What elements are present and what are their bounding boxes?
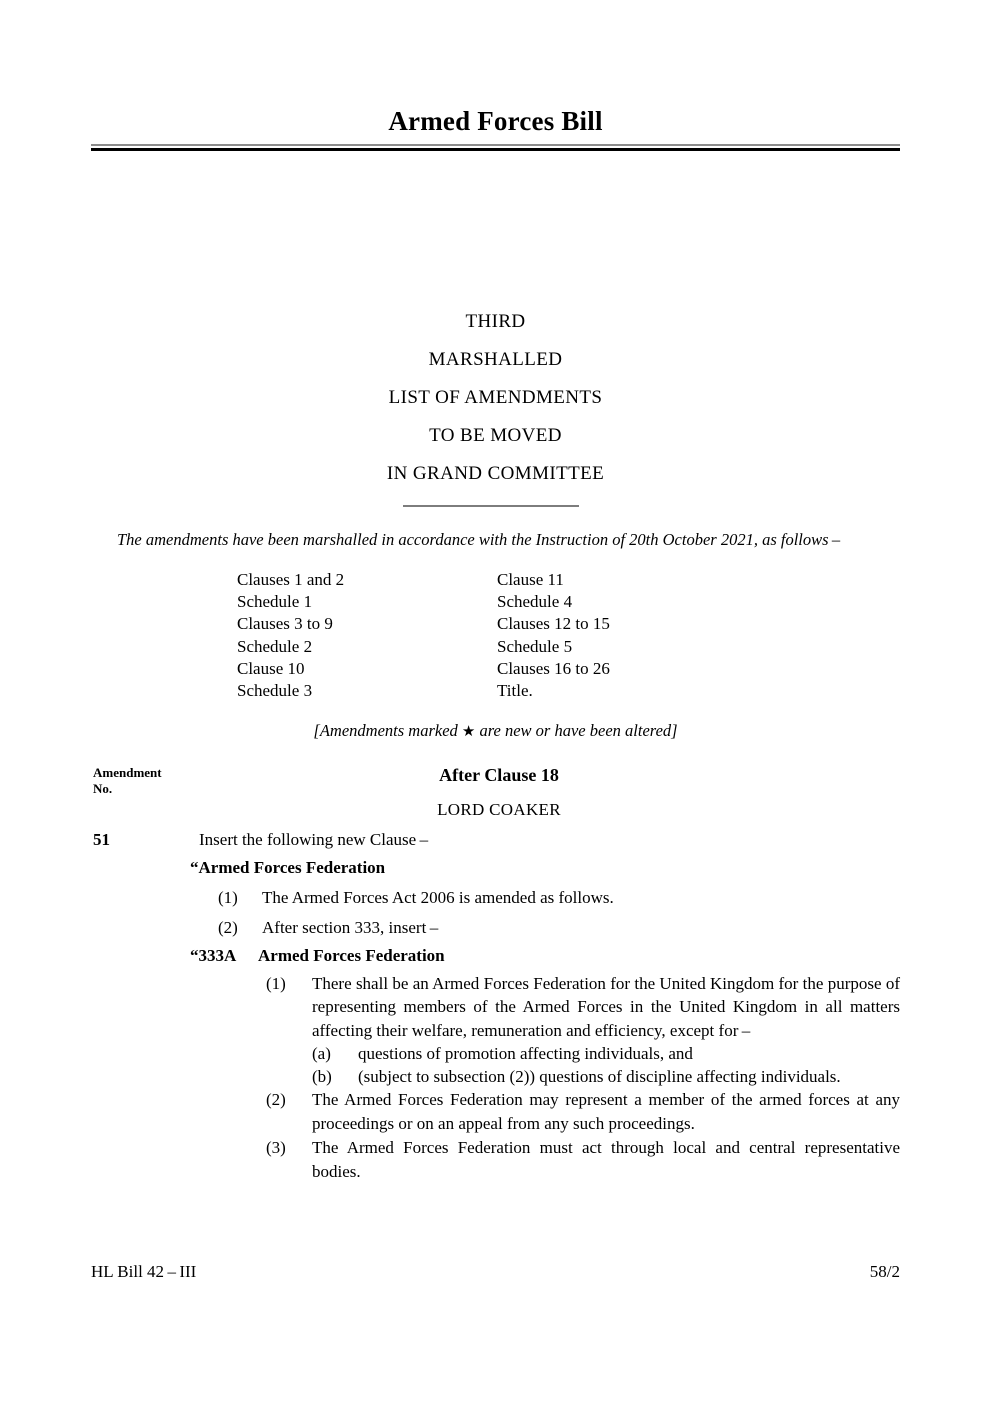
clause-order-list: [237, 569, 757, 702]
clause-order-right-column: [497, 569, 757, 702]
title-double-rule: [91, 144, 900, 151]
footer-bill-reference: HL Bill 42 – III: [91, 1262, 197, 1281]
list-item: [266, 1136, 900, 1183]
heading-line-4: TO BE MOVED: [429, 425, 562, 446]
item-marker: (b): [312, 1066, 332, 1086]
item-marker: (1): [218, 888, 238, 907]
inserted-section-body: [266, 972, 900, 1184]
item-marker: (3): [266, 1138, 286, 1158]
list-item: [312, 1043, 900, 1066]
item-text: The Armed Forces Federation must act through local and central representative bodies.: [312, 1138, 900, 1181]
amendment-number-label-line2: No.: [93, 781, 113, 796]
inserted-section-heading: [190, 946, 900, 966]
heading-line-5: IN GRAND COMMITTEE: [386, 463, 605, 484]
list-item: Clauses 12 to 15: [497, 614, 610, 634]
item-text: (subject to subsection (2)) questions of discipline affecting individuals.: [358, 1066, 841, 1086]
item-marker: (2): [218, 918, 238, 937]
list-item: Schedule 4: [497, 592, 573, 612]
star-note-prefix: Amendments marked: [319, 721, 462, 740]
list-item: Schedule 1: [237, 592, 313, 612]
new-clause-title: “Armed Forces Federation: [190, 858, 386, 877]
item-marker: (a): [312, 1044, 331, 1064]
inserted-section-number: “333A: [190, 946, 237, 965]
item-marker: (2): [266, 1090, 286, 1110]
item-text: There shall be an Armed Forces Federation for the United Kingdom for the purpose of representing members of the Armed Forces in the United Kingdom in all matters affecting their welfare, remuneration and efficiency, except for –: [312, 974, 900, 1040]
amendment-insert-instruction: Insert the following new Clause –: [199, 830, 429, 849]
footer-page-number: 58/2: [869, 1262, 900, 1281]
list-item: Schedule 5: [497, 636, 573, 656]
marshalling-instruction: The amendments have been marshalled in accordance with the Instruction of 20th October 2021, as follows –: [117, 530, 841, 549]
amendment-sponsor: LORD COAKER: [437, 800, 561, 819]
after-clause-heading: After Clause 18: [439, 765, 559, 785]
amendment-number-column-label: [93, 765, 203, 797]
list-item: Clauses 3 to 9: [237, 614, 333, 634]
inserted-section-title: Armed Forces Federation: [258, 946, 445, 965]
list-item: [266, 1088, 900, 1135]
list-item: Title.: [497, 681, 533, 701]
heading-line-1: THIRD: [465, 311, 526, 332]
list-item: [218, 887, 900, 909]
item-text: questions of promotion affecting individuals, and: [358, 1044, 693, 1064]
amendment-number-label-line1: Amendment: [93, 765, 162, 780]
list-item: [312, 1066, 900, 1089]
section-divider-rule: [403, 505, 579, 507]
item-marker: (1): [266, 974, 286, 993]
list-item: [266, 972, 900, 1042]
list-item: Clause 10: [237, 658, 305, 678]
star-note-suffix: are new or have been altered: [475, 721, 672, 740]
list-item: Clause 11: [497, 570, 564, 589]
list-item: Clauses 16 to 26: [497, 658, 610, 678]
star-legend-note: [0, 721, 991, 741]
subsection-1-paragraphs: [312, 1043, 900, 1088]
list-item: Clauses 1 and 2: [237, 570, 345, 589]
star-note-open-bracket: [: [313, 721, 320, 740]
star-icon: ★: [461, 724, 476, 740]
star-note-close-bracket: ]: [671, 721, 678, 740]
document-heading-stack: [0, 303, 991, 493]
list-item: [218, 917, 900, 939]
amendment-sub-items: [218, 887, 900, 947]
item-text: After section 333, insert –: [262, 918, 439, 937]
list-item: Schedule 3: [237, 681, 313, 701]
heading-line-2: MARSHALLED: [428, 349, 563, 370]
item-text: The Armed Forces Federation may represent a member of the armed forces at any proceedings or on an appeal from any such proceedings.: [312, 1090, 900, 1133]
item-text: The Armed Forces Act 2006 is amended as follows.: [262, 888, 614, 907]
clause-order-left-column: [237, 569, 497, 702]
heading-line-3: LIST OF AMENDMENTS: [388, 387, 603, 408]
amendment-number: 51: [93, 830, 110, 849]
list-item: Schedule 2: [237, 636, 313, 656]
page-title: Armed Forces Bill: [388, 106, 603, 136]
